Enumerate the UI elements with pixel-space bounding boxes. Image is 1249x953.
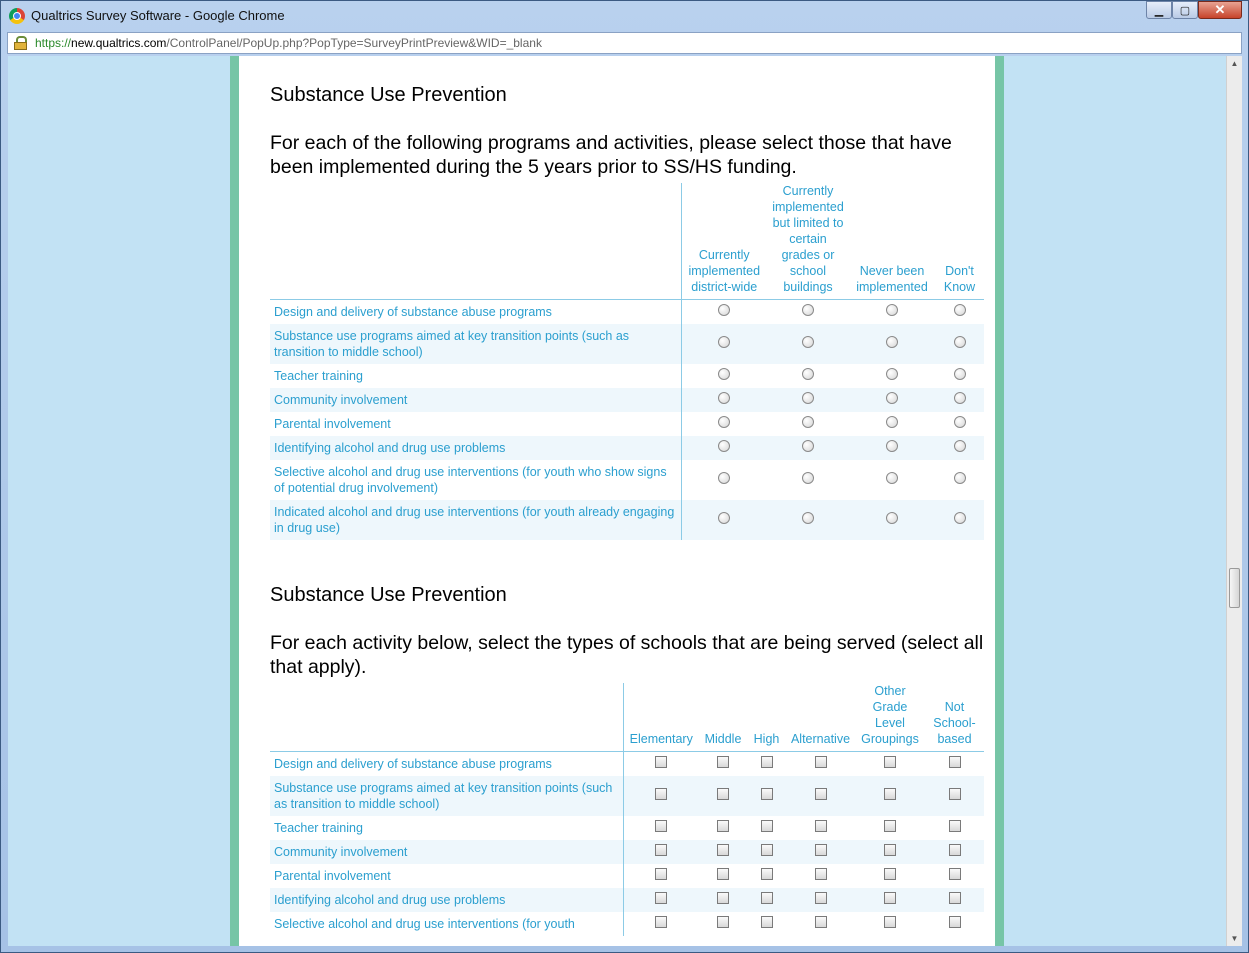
url-path: /ControlPanel/PopUp.php?PopType=SurveyPrintPreview&WID=_blank <box>166 36 542 50</box>
matrix-row <box>270 412 984 436</box>
answer-cell <box>935 364 984 388</box>
answer-cell <box>681 388 767 412</box>
answer-checkbox[interactable] <box>655 844 667 856</box>
answer-cell <box>767 412 849 436</box>
answer-cell <box>786 816 855 840</box>
answer-cell <box>623 776 699 816</box>
answer-cell <box>786 888 855 912</box>
column-header-dont-know: Don't Know <box>935 183 984 300</box>
answer-cell <box>786 752 855 777</box>
answer-cell <box>681 412 767 436</box>
answer-radio[interactable] <box>718 440 730 452</box>
question-1 <box>270 83 984 540</box>
answer-radio[interactable] <box>954 392 966 404</box>
answer-checkbox[interactable] <box>761 788 773 800</box>
answer-radio[interactable] <box>718 368 730 380</box>
answer-cell <box>855 776 925 816</box>
answer-cell <box>925 912 984 936</box>
answer-checkbox[interactable] <box>655 916 667 928</box>
statement-column-header <box>270 183 681 300</box>
answer-cell <box>849 388 935 412</box>
answer-cell <box>699 776 747 816</box>
answer-checkbox[interactable] <box>815 820 827 832</box>
row-statement: Community involvement <box>270 388 681 412</box>
answer-cell <box>623 752 699 777</box>
maximize-button[interactable]: ▢ <box>1172 1 1198 19</box>
answer-checkbox[interactable] <box>949 916 961 928</box>
answer-cell <box>699 912 747 936</box>
answer-radio[interactable] <box>954 512 966 524</box>
answer-checkbox[interactable] <box>761 844 773 856</box>
answer-radio[interactable] <box>802 472 814 484</box>
statement-column-header <box>270 683 623 752</box>
answer-checkbox[interactable] <box>655 820 667 832</box>
answer-cell <box>623 816 699 840</box>
answer-cell <box>747 840 786 864</box>
row-statement: Substance use programs aimed at key transition points (such as transition to middle school) <box>270 324 681 364</box>
answer-checkbox[interactable] <box>655 892 667 904</box>
column-header-limited: Currently implemented but limited to certain grades or school buildings <box>767 183 849 300</box>
window-title: Qualtrics Survey Software - Google Chrome <box>31 8 285 23</box>
column-header-alternative: Alternative <box>786 683 855 752</box>
answer-cell <box>681 500 767 540</box>
answer-checkbox[interactable] <box>717 844 729 856</box>
answer-cell <box>786 912 855 936</box>
answer-cell <box>786 840 855 864</box>
answer-cell <box>925 840 984 864</box>
answer-checkbox[interactable] <box>815 916 827 928</box>
answer-checkbox[interactable] <box>815 892 827 904</box>
title-bar[interactable] <box>1 1 1248 31</box>
answer-radio[interactable] <box>886 472 898 484</box>
answer-cell <box>855 816 925 840</box>
matrix-row <box>270 840 984 864</box>
answer-radio[interactable] <box>718 472 730 484</box>
answer-cell <box>681 460 767 500</box>
answer-radio[interactable] <box>718 304 730 316</box>
answer-radio[interactable] <box>718 336 730 348</box>
answer-cell <box>935 460 984 500</box>
answer-checkbox[interactable] <box>717 916 729 928</box>
answer-cell <box>786 776 855 816</box>
answer-checkbox[interactable] <box>815 756 827 768</box>
answer-checkbox[interactable] <box>761 820 773 832</box>
matrix-row <box>270 388 984 412</box>
close-button[interactable]: ✕ <box>1198 1 1242 19</box>
answer-checkbox[interactable] <box>717 788 729 800</box>
answer-cell <box>935 388 984 412</box>
answer-cell <box>925 752 984 777</box>
answer-cell <box>935 500 984 540</box>
row-statement: Design and delivery of substance abuse programs <box>270 752 623 777</box>
matrix-row <box>270 776 984 816</box>
answer-cell <box>935 412 984 436</box>
answer-checkbox[interactable] <box>884 788 896 800</box>
minimize-button[interactable]: ▁ <box>1146 1 1172 19</box>
answer-cell <box>767 300 849 325</box>
answer-cell <box>699 888 747 912</box>
column-header-middle: Middle <box>699 683 747 752</box>
answer-radio[interactable] <box>886 304 898 316</box>
answer-radio[interactable] <box>802 392 814 404</box>
column-header-district-wide: Currently implemented district-wide <box>681 183 767 300</box>
answer-cell <box>681 324 767 364</box>
answer-cell <box>767 436 849 460</box>
matrix-row <box>270 300 984 325</box>
answer-radio[interactable] <box>954 416 966 428</box>
matrix-row <box>270 500 984 540</box>
window-controls <box>1146 1 1242 19</box>
page-viewport <box>8 56 1226 946</box>
answer-cell <box>855 912 925 936</box>
matrix-row <box>270 364 984 388</box>
answer-cell <box>855 752 925 777</box>
matrix-row <box>270 436 984 460</box>
answer-cell <box>849 436 935 460</box>
answer-radio[interactable] <box>954 368 966 380</box>
answer-cell <box>767 500 849 540</box>
answer-cell <box>849 300 935 325</box>
answer-radio[interactable] <box>802 416 814 428</box>
answer-checkbox[interactable] <box>949 868 961 880</box>
answer-cell <box>699 840 747 864</box>
answer-radio[interactable] <box>886 416 898 428</box>
answer-radio[interactable] <box>802 368 814 380</box>
matrix-row <box>270 912 984 936</box>
answer-radio[interactable] <box>718 416 730 428</box>
question-1-matrix <box>270 183 984 540</box>
answer-cell <box>849 324 935 364</box>
answer-radio[interactable] <box>954 440 966 452</box>
answer-radio[interactable] <box>802 336 814 348</box>
answer-radio[interactable] <box>954 336 966 348</box>
answer-radio[interactable] <box>954 472 966 484</box>
answer-radio[interactable] <box>886 368 898 380</box>
answer-radio[interactable] <box>886 392 898 404</box>
answer-cell <box>681 364 767 388</box>
row-statement: Teacher training <box>270 816 623 840</box>
answer-checkbox[interactable] <box>655 788 667 800</box>
answer-radio[interactable] <box>886 512 898 524</box>
row-statement: Selective alcohol and drug use interventions (for youth who show signs of potential drug involvement) <box>270 460 681 500</box>
scroll-up-arrow-icon[interactable]: ▲ <box>1230 59 1239 68</box>
row-statement: Community involvement <box>270 840 623 864</box>
answer-cell <box>767 324 849 364</box>
answer-checkbox[interactable] <box>717 820 729 832</box>
answer-cell <box>699 864 747 888</box>
answer-checkbox[interactable] <box>884 892 896 904</box>
url-scheme: https:// <box>35 36 72 50</box>
row-statement: Parental involvement <box>270 864 623 888</box>
answer-cell <box>925 816 984 840</box>
answer-cell <box>767 460 849 500</box>
answer-cell <box>623 864 699 888</box>
answer-checkbox[interactable] <box>761 892 773 904</box>
answer-cell <box>747 816 786 840</box>
column-header-never: Never been implemented <box>849 183 935 300</box>
answer-cell <box>925 888 984 912</box>
matrix-row <box>270 816 984 840</box>
answer-cell <box>935 300 984 325</box>
vertical-scrollbar[interactable] <box>1226 56 1242 946</box>
question-2-title: Substance Use Prevention <box>270 584 507 606</box>
answer-cell <box>681 300 767 325</box>
answer-checkbox[interactable] <box>949 756 961 768</box>
url-host: new.qualtrics.com <box>71 36 167 50</box>
answer-radio[interactable] <box>718 512 730 524</box>
answer-cell <box>623 840 699 864</box>
answer-checkbox[interactable] <box>884 820 896 832</box>
answer-cell <box>767 388 849 412</box>
answer-checkbox[interactable] <box>815 868 827 880</box>
chrome-logo-icon <box>9 8 25 24</box>
answer-cell <box>786 864 855 888</box>
answer-radio[interactable] <box>718 392 730 404</box>
answer-cell <box>849 364 935 388</box>
question-2 <box>270 583 984 936</box>
row-statement: Parental involvement <box>270 412 681 436</box>
question-1-text: For each of the following programs and activities, please select those that have been implemented during the 5 years prior to SS/HS funding. <box>270 132 952 178</box>
matrix-header-row <box>270 183 984 300</box>
column-header-not-school-based: Not School-based <box>925 683 984 752</box>
answer-cell <box>623 888 699 912</box>
column-header-high: High <box>747 683 786 752</box>
answer-radio[interactable] <box>802 512 814 524</box>
answer-cell <box>855 888 925 912</box>
answer-cell <box>699 816 747 840</box>
row-statement: Substance use programs aimed at key transition points (such as transition to middle school) <box>270 776 623 816</box>
answer-cell <box>925 776 984 816</box>
column-header-other-grade-level: Other Grade Level Groupings <box>855 683 925 752</box>
answer-checkbox[interactable] <box>815 788 827 800</box>
answer-checkbox[interactable] <box>815 844 827 856</box>
row-statement: Selective alcohol and drug use interventions (for youth <box>270 912 623 936</box>
answer-radio[interactable] <box>954 304 966 316</box>
answer-checkbox[interactable] <box>717 756 729 768</box>
answer-checkbox[interactable] <box>884 844 896 856</box>
answer-checkbox[interactable] <box>717 868 729 880</box>
answer-cell <box>767 364 849 388</box>
answer-checkbox[interactable] <box>949 844 961 856</box>
answer-cell <box>855 864 925 888</box>
matrix-row <box>270 324 984 364</box>
row-statement: Identifying alcohol and drug use problems <box>270 888 623 912</box>
scroll-thumb[interactable] <box>1229 568 1240 608</box>
address-bar[interactable] <box>7 32 1242 54</box>
question-2-text: For each activity below, select the types of schools that are being served (select all that apply). <box>270 632 984 678</box>
answer-cell <box>747 752 786 777</box>
survey-page <box>230 56 1004 946</box>
row-statement: Indicated alcohol and drug use interventions (for youth already engaging in drug use) <box>270 500 681 540</box>
matrix-row <box>270 752 984 777</box>
answer-cell <box>855 840 925 864</box>
answer-cell <box>699 752 747 777</box>
row-statement: Design and delivery of substance abuse programs <box>270 300 681 325</box>
question-1-title: Substance Use Prevention <box>270 84 507 106</box>
answer-cell <box>935 324 984 364</box>
answer-checkbox[interactable] <box>949 820 961 832</box>
answer-checkbox[interactable] <box>761 916 773 928</box>
question-2-matrix <box>270 683 984 936</box>
answer-cell <box>935 436 984 460</box>
answer-checkbox[interactable] <box>884 756 896 768</box>
answer-cell <box>925 864 984 888</box>
answer-cell <box>747 912 786 936</box>
answer-radio[interactable] <box>802 304 814 316</box>
row-statement: Teacher training <box>270 364 681 388</box>
answer-radio[interactable] <box>802 440 814 452</box>
url-text[interactable] <box>35 36 542 50</box>
answer-radio[interactable] <box>886 440 898 452</box>
answer-checkbox[interactable] <box>717 892 729 904</box>
answer-radio[interactable] <box>886 336 898 348</box>
answer-checkbox[interactable] <box>761 868 773 880</box>
matrix-header-row <box>270 683 984 752</box>
answer-checkbox[interactable] <box>884 868 896 880</box>
column-header-elementary: Elementary <box>623 683 699 752</box>
matrix-row <box>270 460 984 500</box>
row-statement: Identifying alcohol and drug use problems <box>270 436 681 460</box>
answer-checkbox[interactable] <box>655 756 667 768</box>
lock-icon <box>14 36 27 50</box>
answer-cell <box>623 912 699 936</box>
answer-checkbox[interactable] <box>761 756 773 768</box>
matrix-row <box>270 864 984 888</box>
answer-cell <box>849 412 935 436</box>
answer-cell <box>849 460 935 500</box>
answer-cell <box>747 776 786 816</box>
answer-cell <box>849 500 935 540</box>
scroll-down-arrow-icon[interactable]: ▼ <box>1230 934 1239 943</box>
answer-cell <box>747 888 786 912</box>
answer-checkbox[interactable] <box>884 916 896 928</box>
answer-checkbox[interactable] <box>655 868 667 880</box>
answer-cell <box>681 436 767 460</box>
answer-checkbox[interactable] <box>949 892 961 904</box>
answer-cell <box>747 864 786 888</box>
matrix-row <box>270 888 984 912</box>
answer-checkbox[interactable] <box>949 788 961 800</box>
